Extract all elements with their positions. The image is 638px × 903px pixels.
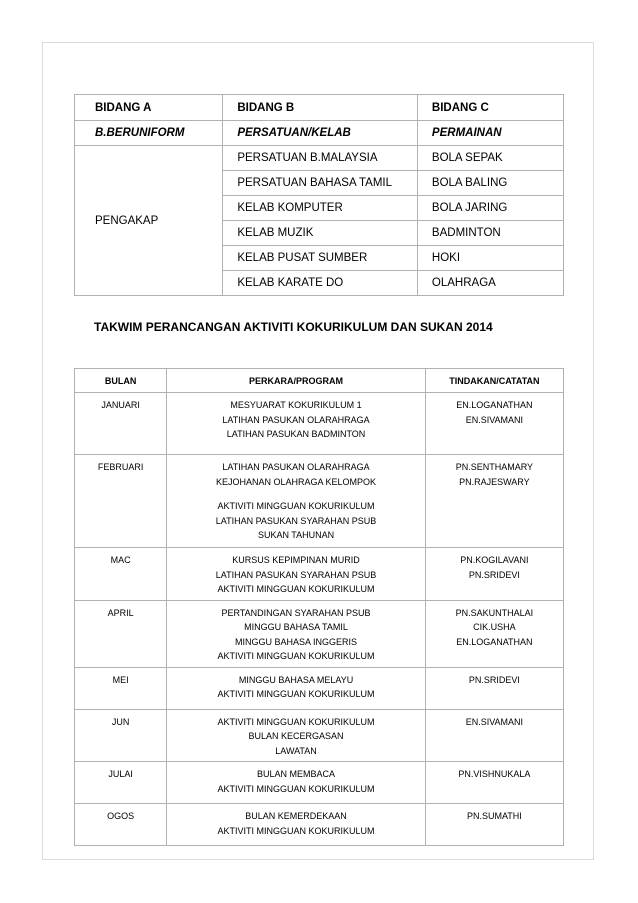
action-cell [425, 804, 563, 846]
program-line: SUKAN TAHUNAN [257, 530, 335, 540]
program-line: KEJOHANAN OLAHRAGA KELOMPOK [216, 476, 377, 487]
club-cell: KELAB MUZIK [223, 221, 418, 246]
action-cell [425, 762, 563, 804]
action-line: PN.SAKUNTHALAI [455, 607, 534, 618]
bidang-b-subheader: PERSATUAN/KELAB [223, 121, 418, 146]
action-cell [425, 600, 563, 667]
program-line: LATIHAN PASUKAN OLARAHRAGA [222, 462, 370, 472]
action-cell [425, 455, 563, 548]
action-line: CIK.USHA [473, 622, 516, 632]
program-line: AKTIVITI MINGGUAN KOKURIKULUM [217, 716, 375, 727]
game-cell: BADMINTON [417, 221, 563, 246]
month-cell: JUN [75, 709, 167, 762]
game-cell: OLAHRAGA [417, 271, 563, 296]
program-line: BULAN MEMBACA [257, 769, 336, 779]
program-line: LATIHAN PASUKAN SYARAHAN PSUB [215, 515, 377, 526]
month-cell: APRIL [75, 600, 167, 667]
table-row [75, 762, 564, 804]
program-line: PERTANDINGAN SYARAHAN PSUB [221, 607, 371, 618]
action-line: EN.LOGANATHAN [456, 636, 533, 647]
game-cell: BOLA JARING [417, 196, 563, 221]
bidang-c-subheader: PERMAINAN [417, 121, 563, 146]
action-line: PN.SENTHAMARY [455, 462, 534, 472]
action-cell [425, 548, 563, 601]
program-line: LATIHAN PASUKAN SYARAHAN PSUB [215, 569, 377, 580]
game-cell: BOLA SEPAK [417, 146, 563, 171]
month-header: BULAN [75, 369, 167, 393]
program-line: MESYUARAT KOKURIKULUM 1 [230, 400, 362, 410]
action-line: EN.SIVAMANI [465, 414, 524, 425]
program-line: AKTIVITI MINGGUAN KOKURIKULUM [217, 689, 375, 699]
table-row [75, 600, 564, 667]
table-row [75, 667, 564, 709]
program-line: AKTIVITI MINGGUAN KOKURIKULUM [217, 501, 375, 511]
bidang-subheader-row [75, 121, 564, 146]
program-cell [167, 804, 425, 846]
table-row [75, 709, 564, 762]
uniform-cell: PENGAKAP [75, 146, 223, 296]
action-line: EN.SIVAMANI [465, 716, 524, 727]
game-cell: BOLA BALING [417, 171, 563, 196]
program-line: BULAN KECERGASAN [248, 731, 344, 741]
month-cell: OGOS [75, 804, 167, 846]
section-title: TAKWIM PERANCANGAN AKTIVITI KOKURIKULUM DAN SUKAN 2014 [94, 320, 493, 334]
bidang-a-subheader: B.BERUNIFORM [75, 121, 223, 146]
program-line: MINGGU BAHASA TAMIL [244, 622, 348, 632]
program-line: BULAN KEMERDEKAAN [245, 811, 347, 821]
month-cell: JULAI [75, 762, 167, 804]
club-cell: KELAB KOMPUTER [223, 196, 418, 221]
action-header: TINDAKAN/CATATAN [425, 369, 563, 393]
program-line: MINGGU BAHASA MELAYU [238, 674, 354, 685]
action-line: PN.RAJESWARY [459, 476, 530, 487]
club-cell: PERSATUAN B.MALAYSIA [223, 146, 418, 171]
bidang-a-header: BIDANG A [75, 95, 223, 121]
game-cell: HOKI [417, 246, 563, 271]
action-cell [425, 667, 563, 709]
bidang-header-row [75, 95, 564, 121]
program-cell [167, 393, 425, 455]
club-cell: KELAB KARATE DO [223, 271, 418, 296]
bidang-c-header: BIDANG C [417, 95, 563, 121]
program-cell [167, 600, 425, 667]
club-cell: KELAB PUSAT SUMBER [223, 246, 418, 271]
program-line: LATIHAN PASUKAN OLARAHRAGA [222, 414, 370, 425]
table-row [75, 393, 564, 455]
program-cell [167, 455, 425, 548]
program-cell [167, 709, 425, 762]
action-cell [425, 393, 563, 455]
month-cell: MEI [75, 667, 167, 709]
program-cell [167, 667, 425, 709]
club-cell: PERSATUAN BAHASA TAMIL [223, 171, 418, 196]
program-cell [167, 548, 425, 601]
program-header: PERKARA/PROGRAM [167, 369, 425, 393]
action-line: PN.VISHNUKALA [458, 769, 531, 779]
bidang-b-header: BIDANG B [223, 95, 418, 121]
program-line: LATIHAN PASUKAN BADMINTON [226, 429, 366, 439]
month-cell: FEBRUARI [75, 455, 167, 548]
action-cell [425, 709, 563, 762]
line-gap [169, 489, 422, 499]
action-line: PN.SRIDEVI [468, 569, 520, 580]
action-line: PN.SRIDEVI [468, 674, 520, 685]
table-row [75, 146, 564, 171]
table-row [75, 548, 564, 601]
program-line: AKTIVITI MINGGUAN KOKURIKULUM [217, 825, 375, 836]
program-line: KURSUS KEPIMPINAN MURID [232, 555, 360, 565]
program-line: AKTIVITI MINGGUAN KOKURIKULUM [217, 651, 375, 661]
takwim-header-row [75, 369, 564, 393]
program-line: MINGGU BAHASA INGGERIS [235, 636, 358, 647]
program-line: AKTIVITI MINGGUAN KOKURIKULUM [217, 783, 375, 794]
bidang-table [74, 94, 564, 296]
program-cell [167, 762, 425, 804]
action-line: EN.LOGANATHAN [456, 400, 533, 410]
table-row [75, 455, 564, 548]
table-row [75, 804, 564, 846]
program-line: LAWATAN [275, 745, 317, 756]
action-line: PN.SUMATHI [466, 811, 522, 821]
month-cell: MAC [75, 548, 167, 601]
takwim-table [74, 368, 564, 846]
program-line: AKTIVITI MINGGUAN KOKURIKULUM [217, 584, 375, 594]
action-line: PN.KOGILAVANI [460, 555, 529, 565]
month-cell: JANUARI [75, 393, 167, 455]
